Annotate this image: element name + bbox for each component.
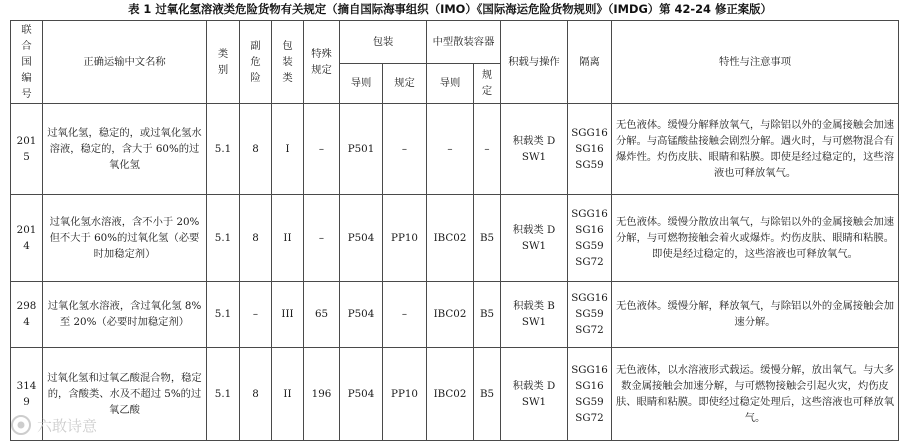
properties-cell: 无色液体，以水溶液形式载运。缓慢分解，放出氧气。与大多数金属接触会加速分解，与可燃物接触会引起火灾，灼伤皮肤、眼睛和粘膜。即使经过稳定处理后，这些溶液也可释放氧气。 (612, 347, 899, 440)
packaging-provision-cell: PP10 (383, 347, 427, 440)
ibc-provision-cell: B5 (474, 347, 501, 440)
class-cell: 5.1 (207, 104, 240, 195)
table-row (11, 104, 899, 195)
subsidiary-risk-cell: – (240, 282, 272, 348)
shipping-name-cell: 过氧化氢，稳定的，或过氧化氢水溶液，稳定的，含大于 60%的过氧化氢 (43, 104, 207, 195)
header-ibc-provision: 规 定 (474, 63, 501, 104)
packaging-guide-cell: P504 (340, 347, 383, 440)
ibc-provision-cell: – (474, 104, 501, 195)
packing-group-cell: I (272, 104, 304, 195)
stowage-cell: 积载类 D SW1 (501, 347, 568, 440)
packing-group-cell: III (272, 282, 304, 348)
packing-group-cell: II (272, 347, 304, 440)
ibc-guide-cell: IBC02 (427, 347, 474, 440)
header-shipping-name: 正确运输中文名称 (43, 21, 207, 104)
packaging-guide-cell: P504 (340, 282, 383, 348)
class-cell: 5.1 (207, 195, 240, 282)
packaging-provision-cell: – (383, 282, 427, 348)
properties-cell: 无色液体。缓慢分解释放氧气，与除铝以外的金属接触会加速分解。与高锰酸盐接触会剧烈分解。遇火时，与可燃物混合有爆炸性。灼伤皮肤、眼睛和粘膜。即使是经过稳定的，这些溶液也可释放氧气。 (612, 104, 899, 195)
segregation-cell: SGG16 SG16 SG59 SG72 (568, 195, 612, 282)
header-subsidiary-risk: 副 危 险 (240, 21, 272, 104)
shipping-name-cell: 过氧化氢水溶液，含过氧化氢 8%至 20%（必要时加稳定剂） (43, 282, 207, 348)
dangerous-goods-table (10, 20, 899, 441)
header-class: 类 别 (207, 21, 240, 104)
packaging-provision-cell: PP10 (383, 195, 427, 282)
packaging-provision-cell: – (383, 104, 427, 195)
segregation-cell: SGG16 SG16 SG59 (568, 104, 612, 195)
table-caption: 表 1 过氧化氢溶液类危险货物有关规定（摘自国际海事组织（IMO）《国际海运危险货物规则》（IMDG）第 42-24 修正案版） (128, 2, 772, 16)
subsidiary-risk-cell: 8 (240, 104, 272, 195)
stowage-cell: 积载类 D SW1 (501, 195, 568, 282)
header-special-provisions: 特殊 规定 (304, 21, 340, 104)
ibc-guide-cell: IBC02 (427, 195, 474, 282)
un-number-cell: 201 5 (11, 104, 43, 195)
un-number-cell: 314 9 (11, 347, 43, 440)
packaging-guide-cell: P501 (340, 104, 383, 195)
table-row (11, 282, 899, 348)
watermark-logo-icon (10, 414, 32, 436)
class-cell: 5.1 (207, 282, 240, 348)
properties-cell: 无色液体。缓慢分解，释放氧气，与除铝以外的金属接触会加速分解。 (612, 282, 899, 348)
ibc-provision-cell: B5 (474, 282, 501, 348)
watermark-text: 六敢诗意 (37, 416, 98, 435)
watermark (10, 414, 140, 436)
header-un-number: 联 合 国 编 号 (11, 21, 43, 104)
header-packing-group: 包 装 类 (272, 21, 304, 104)
special-provision-cell: – (304, 195, 340, 282)
shipping-name-cell: 过氧化氢水溶液，含不小于 20%但不大于 60%的过氧化氢（必要时加稳定剂） (43, 195, 207, 282)
stowage-cell: 积载类 B SW1 (501, 282, 568, 348)
shipping-name-cell: 过氧化氢和过氧乙酸混合物，稳定的，含酸类、水及不超过 5%的过氧乙酸 (43, 347, 207, 440)
header-packaging: 包装 (340, 21, 427, 64)
ibc-provision-cell: B5 (474, 195, 501, 282)
packing-group-cell: II (272, 195, 304, 282)
table-row (11, 347, 899, 440)
special-provision-cell: 196 (304, 347, 340, 440)
table-row (11, 195, 899, 282)
header-ibc: 中型散装容器 (427, 21, 501, 64)
segregation-cell: SGG16 SG16 SG59 SG72 (568, 347, 612, 440)
header-segregation: 隔离 (568, 21, 612, 104)
special-provision-cell: – (304, 104, 340, 195)
header-packaging-provision: 规定 (383, 63, 427, 104)
packaging-guide-cell: P504 (340, 195, 383, 282)
class-cell: 5.1 (207, 347, 240, 440)
header-row-1 (11, 21, 899, 64)
segregation-cell: SGG16 SG59 SG72 (568, 282, 612, 348)
header-ibc-guide: 导则 (427, 63, 474, 104)
special-provision-cell: 65 (304, 282, 340, 348)
un-number-cell: 201 4 (11, 195, 43, 282)
ibc-guide-cell: IBC02 (427, 282, 474, 348)
header-stowage: 积载与操作 (501, 21, 568, 104)
header-properties: 特性与注意事项 (612, 21, 899, 104)
properties-cell: 无色液体。缓慢分散放出氧气，与除铝以外的金属接触会加速分解，与可燃物接触会着火或爆炸。灼伤皮肤、眼睛和粘膜。即使是经过稳定的，这些溶液也可释放氧气。 (612, 195, 899, 282)
subsidiary-risk-cell: 8 (240, 195, 272, 282)
header-packaging-guide: 导则 (340, 63, 383, 104)
ibc-guide-cell: – (427, 104, 474, 195)
un-number-cell: 298 4 (11, 282, 43, 348)
subsidiary-risk-cell: 8 (240, 347, 272, 440)
stowage-cell: 积载类 D SW1 (501, 104, 568, 195)
